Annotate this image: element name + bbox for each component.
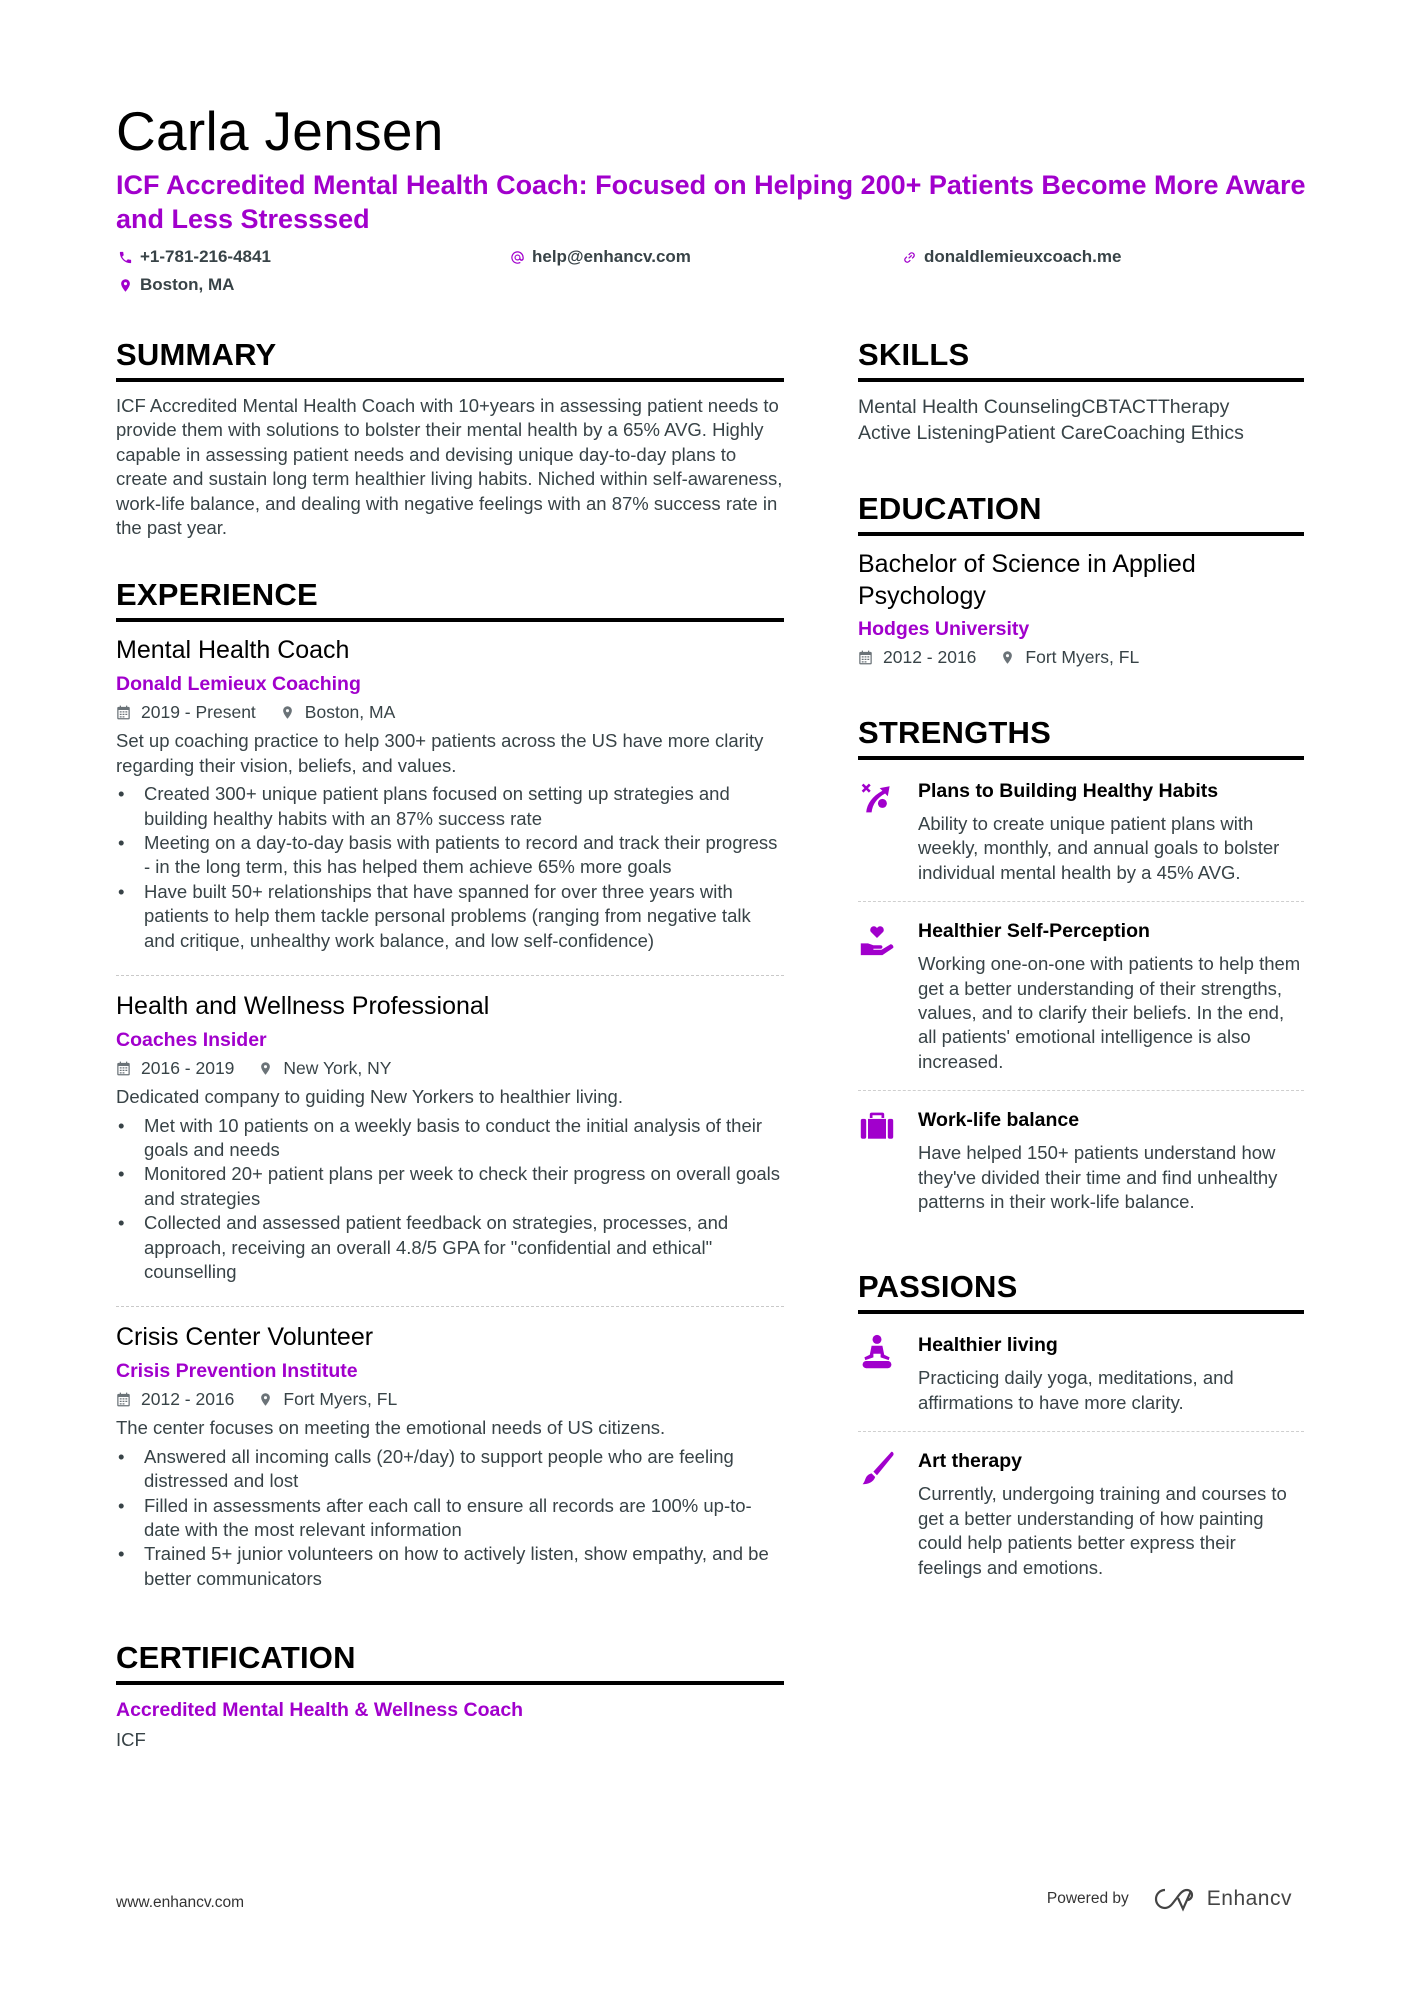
right-column xyxy=(858,336,1304,1582)
contact-phone[interactable] xyxy=(116,246,508,268)
job-location: Fort Myers, FL xyxy=(283,1388,398,1409)
strength-item xyxy=(858,772,1304,887)
job-dates: 2019 - Present xyxy=(141,701,256,722)
paintbrush-icon xyxy=(858,1448,918,1580)
summary-heading: SUMMARY xyxy=(116,337,277,372)
at-icon xyxy=(508,248,526,266)
section-divider xyxy=(116,1681,784,1685)
contact-list xyxy=(116,246,1306,296)
job-title: Crisis Center Volunteer xyxy=(116,1323,374,1352)
powered-by-label: Powered by xyxy=(1046,1890,1129,1907)
section-divider xyxy=(116,378,784,382)
enhancv-logo-icon xyxy=(1151,1886,1197,1912)
passion-title: Art therapy xyxy=(918,1450,1023,1473)
strength-title: Plans to Building Healthy Habits xyxy=(918,780,1219,802)
footer-website[interactable]: www.enhancv.com xyxy=(116,1894,245,1911)
section-divider xyxy=(858,756,1304,760)
strengths-heading: STRENGTHS xyxy=(858,715,1051,750)
job-dates: 2016 - 2019 xyxy=(141,1057,235,1078)
calendar-icon xyxy=(116,1061,131,1076)
strength-item xyxy=(858,912,1304,1076)
location-pin-icon xyxy=(1000,650,1015,665)
passion-item xyxy=(858,1442,1304,1582)
briefcase-icon xyxy=(858,1107,918,1214)
enhancv-logo xyxy=(1151,1886,1292,1912)
bullet-item: • Meeting on a day-to-day basis with patients to record and track their progress - in the long term, this has helped them achieve 65% more goals xyxy=(116,831,784,880)
dashed-divider xyxy=(116,975,784,976)
job-meta xyxy=(116,1386,784,1412)
strength-description: Working one-on-one with patients to help them get a better understanding of their strengths, values, and to clarify their beliefs. In the end, all patients' emotional intelligence is also increased. xyxy=(918,953,1301,1072)
strength-description: Have helped 150+ patients understand how they've divided their time and find unhealthy patterns in their work-life balance. xyxy=(918,1142,1278,1213)
strength-description: Ability to create unique patient plans with weekly, monthly, and annual goals to bolster individual mental health by a 45% AVG. xyxy=(918,813,1280,883)
passion-description: Practicing daily yoga, meditations, and affirmations to have more clarity. xyxy=(918,1367,1234,1413)
job-entry xyxy=(116,1321,784,1599)
passion-title: Healthier living xyxy=(918,1334,1058,1357)
resume-header xyxy=(116,98,1306,296)
footer-powered-by[interactable] xyxy=(1047,1886,1292,1912)
dashed-divider xyxy=(858,901,1304,902)
bullet-item: • Filled in assessments after each call to ensure all records are 100% up-to-date with the most relevant information xyxy=(116,1494,784,1543)
skills-list xyxy=(858,394,1304,446)
calendar-icon xyxy=(116,1392,131,1407)
skill-item: CBT xyxy=(1081,396,1119,418)
job-meta xyxy=(116,699,784,725)
candidate-name: Carla Jensen xyxy=(116,100,444,162)
education-section xyxy=(858,490,1304,670)
job-bullets xyxy=(116,782,784,953)
meditation-icon xyxy=(858,1332,918,1415)
strengths-section xyxy=(858,714,1304,1216)
education-location: Fort Myers, FL xyxy=(1025,646,1140,667)
passions-section xyxy=(858,1268,1304,1581)
company-name: Donald Lemieux Coaching xyxy=(116,673,361,696)
bullet-item: • Met with 10 patients on a weekly basis to conduct the initial analysis of their goals and needs xyxy=(116,1114,784,1163)
location-pin-icon xyxy=(280,705,295,720)
bullet-item: • Trained 5+ junior volunteers on how to actively listen, show empathy, and be better communicators xyxy=(116,1542,784,1591)
section-divider xyxy=(858,378,1304,382)
degree-title: Bachelor of Science in Applied Psychology xyxy=(858,550,1196,610)
dashed-divider xyxy=(858,1431,1304,1432)
skill-item: Patient Care xyxy=(994,422,1103,444)
contact-email[interactable] xyxy=(508,246,900,268)
company-name: Crisis Prevention Institute xyxy=(116,1360,358,1383)
job-location: Boston, MA xyxy=(304,701,396,722)
certification-section xyxy=(116,1639,784,1753)
brand-name: Enhancv xyxy=(1206,1887,1292,1910)
job-title: Health and Wellness Professional xyxy=(116,992,490,1021)
location-pin-icon xyxy=(116,276,134,294)
certification-heading: CERTIFICATION xyxy=(116,1640,356,1676)
hand-heart-icon xyxy=(858,918,918,1074)
job-description: The center focuses on meeting the emotional needs of US citizens. xyxy=(116,1417,666,1439)
calendar-icon xyxy=(858,650,873,665)
summary-text: ICF Accredited Mental Health Coach with 10+years in assessing patient needs to provide them with solutions to bolster their mental health by a 65% AVG. Highly capable in assessing patient needs and devising unique day-to-day plans to create and sustain long term healthier living habits. Niched within self-awareness, work-life balance, and dealing with negative feelings with an 87% success rate in the past year. xyxy=(116,395,783,539)
link-icon xyxy=(900,248,918,266)
experience-heading: EXPERIENCE xyxy=(116,577,318,613)
passion-description: Currently, undergoing training and courses to get a better understanding of how painting could help patients better express their feelings and emotions. xyxy=(918,1483,1287,1578)
education-meta xyxy=(858,644,1304,670)
job-description: Set up coaching practice to help 300+ patients across the US have more clarity regarding their vision, beliefs, and values. xyxy=(116,730,764,776)
phone-icon xyxy=(116,248,134,266)
phone-value: +1-781-216-4841 xyxy=(140,247,271,266)
passion-item xyxy=(858,1326,1304,1417)
job-dates: 2012 - 2016 xyxy=(141,1388,235,1409)
job-location: New York, NY xyxy=(283,1057,392,1078)
skill-item: Mental Health Counseling xyxy=(858,396,1082,418)
skills-section xyxy=(858,336,1304,446)
contact-location xyxy=(116,274,508,296)
strategy-arrow-icon xyxy=(858,778,918,885)
strength-title: Work-life balance xyxy=(918,1109,1080,1132)
candidate-title: ICF Accredited Mental Health Coach: Focused on Helping 200+ Patients Become More Aware and Less Stresssed xyxy=(116,170,1306,234)
job-entry xyxy=(116,990,784,1292)
passions-heading: PASSIONS xyxy=(858,1269,1018,1305)
bullet-item: • Created 300+ unique patient plans focused on setting up strategies and building healthy habits with an 87% success rate xyxy=(116,782,784,831)
section-divider xyxy=(858,1310,1304,1314)
certification-name: Accredited Mental Health & Wellness Coach xyxy=(116,1699,524,1722)
strength-item xyxy=(858,1101,1304,1216)
job-title: Mental Health Coach xyxy=(116,636,350,665)
summary-section xyxy=(116,336,784,540)
left-column xyxy=(116,336,784,1753)
skill-item: Therapy xyxy=(1157,396,1230,418)
education-dates: 2012 - 2016 xyxy=(883,646,977,667)
company-name: Coaches Insider xyxy=(116,1029,267,1052)
website-value: donaldlemieuxcoach.me xyxy=(924,247,1122,266)
skill-item: ACT xyxy=(1118,396,1158,418)
skill-item: Active Listening xyxy=(858,422,995,444)
location-pin-icon xyxy=(258,1061,273,1076)
bullet-item: • Collected and assessed patient feedback on strategies, processes, and approach, receiving an overall 4.8/5 GPA for "confidential and ethical" counselling xyxy=(116,1211,784,1284)
section-divider xyxy=(116,618,784,622)
bullet-item: • Monitored 20+ patient plans per week to check their progress on overall goals and strategies xyxy=(116,1162,784,1211)
job-entry xyxy=(116,634,784,961)
location-pin-icon xyxy=(258,1392,273,1407)
section-divider xyxy=(858,532,1304,536)
email-value: help@enhancv.com xyxy=(532,247,691,266)
job-meta xyxy=(116,1055,784,1081)
experience-section xyxy=(116,576,784,1599)
bullet-item: • Have built 50+ relationships that have spanned for over three years with patients to help them tackle personal problems (ranging from negative talk and critique, unhealthy work balance, and low self-confidence) xyxy=(116,880,784,953)
skills-heading: SKILLS xyxy=(858,337,970,372)
school-name: Hodges University xyxy=(858,618,1030,640)
strength-title: Healthier Self-Perception xyxy=(918,920,1150,943)
job-bullets xyxy=(116,1114,784,1285)
education-heading: EDUCATION xyxy=(858,491,1042,526)
calendar-icon xyxy=(116,705,131,720)
location-value: Boston, MA xyxy=(140,275,235,294)
job-bullets xyxy=(116,1445,784,1591)
certification-issuer: ICF xyxy=(116,1729,146,1751)
dashed-divider xyxy=(116,1306,784,1307)
job-description: Dedicated company to guiding New Yorkers to healthier living. xyxy=(116,1086,623,1108)
bullet-item: • Answered all incoming calls (20+/day) to support people who are feeling distressed and lost xyxy=(116,1445,784,1494)
dashed-divider xyxy=(858,1090,1304,1091)
contact-website[interactable] xyxy=(900,246,1292,268)
skill-item: Coaching Ethics xyxy=(1102,422,1244,444)
